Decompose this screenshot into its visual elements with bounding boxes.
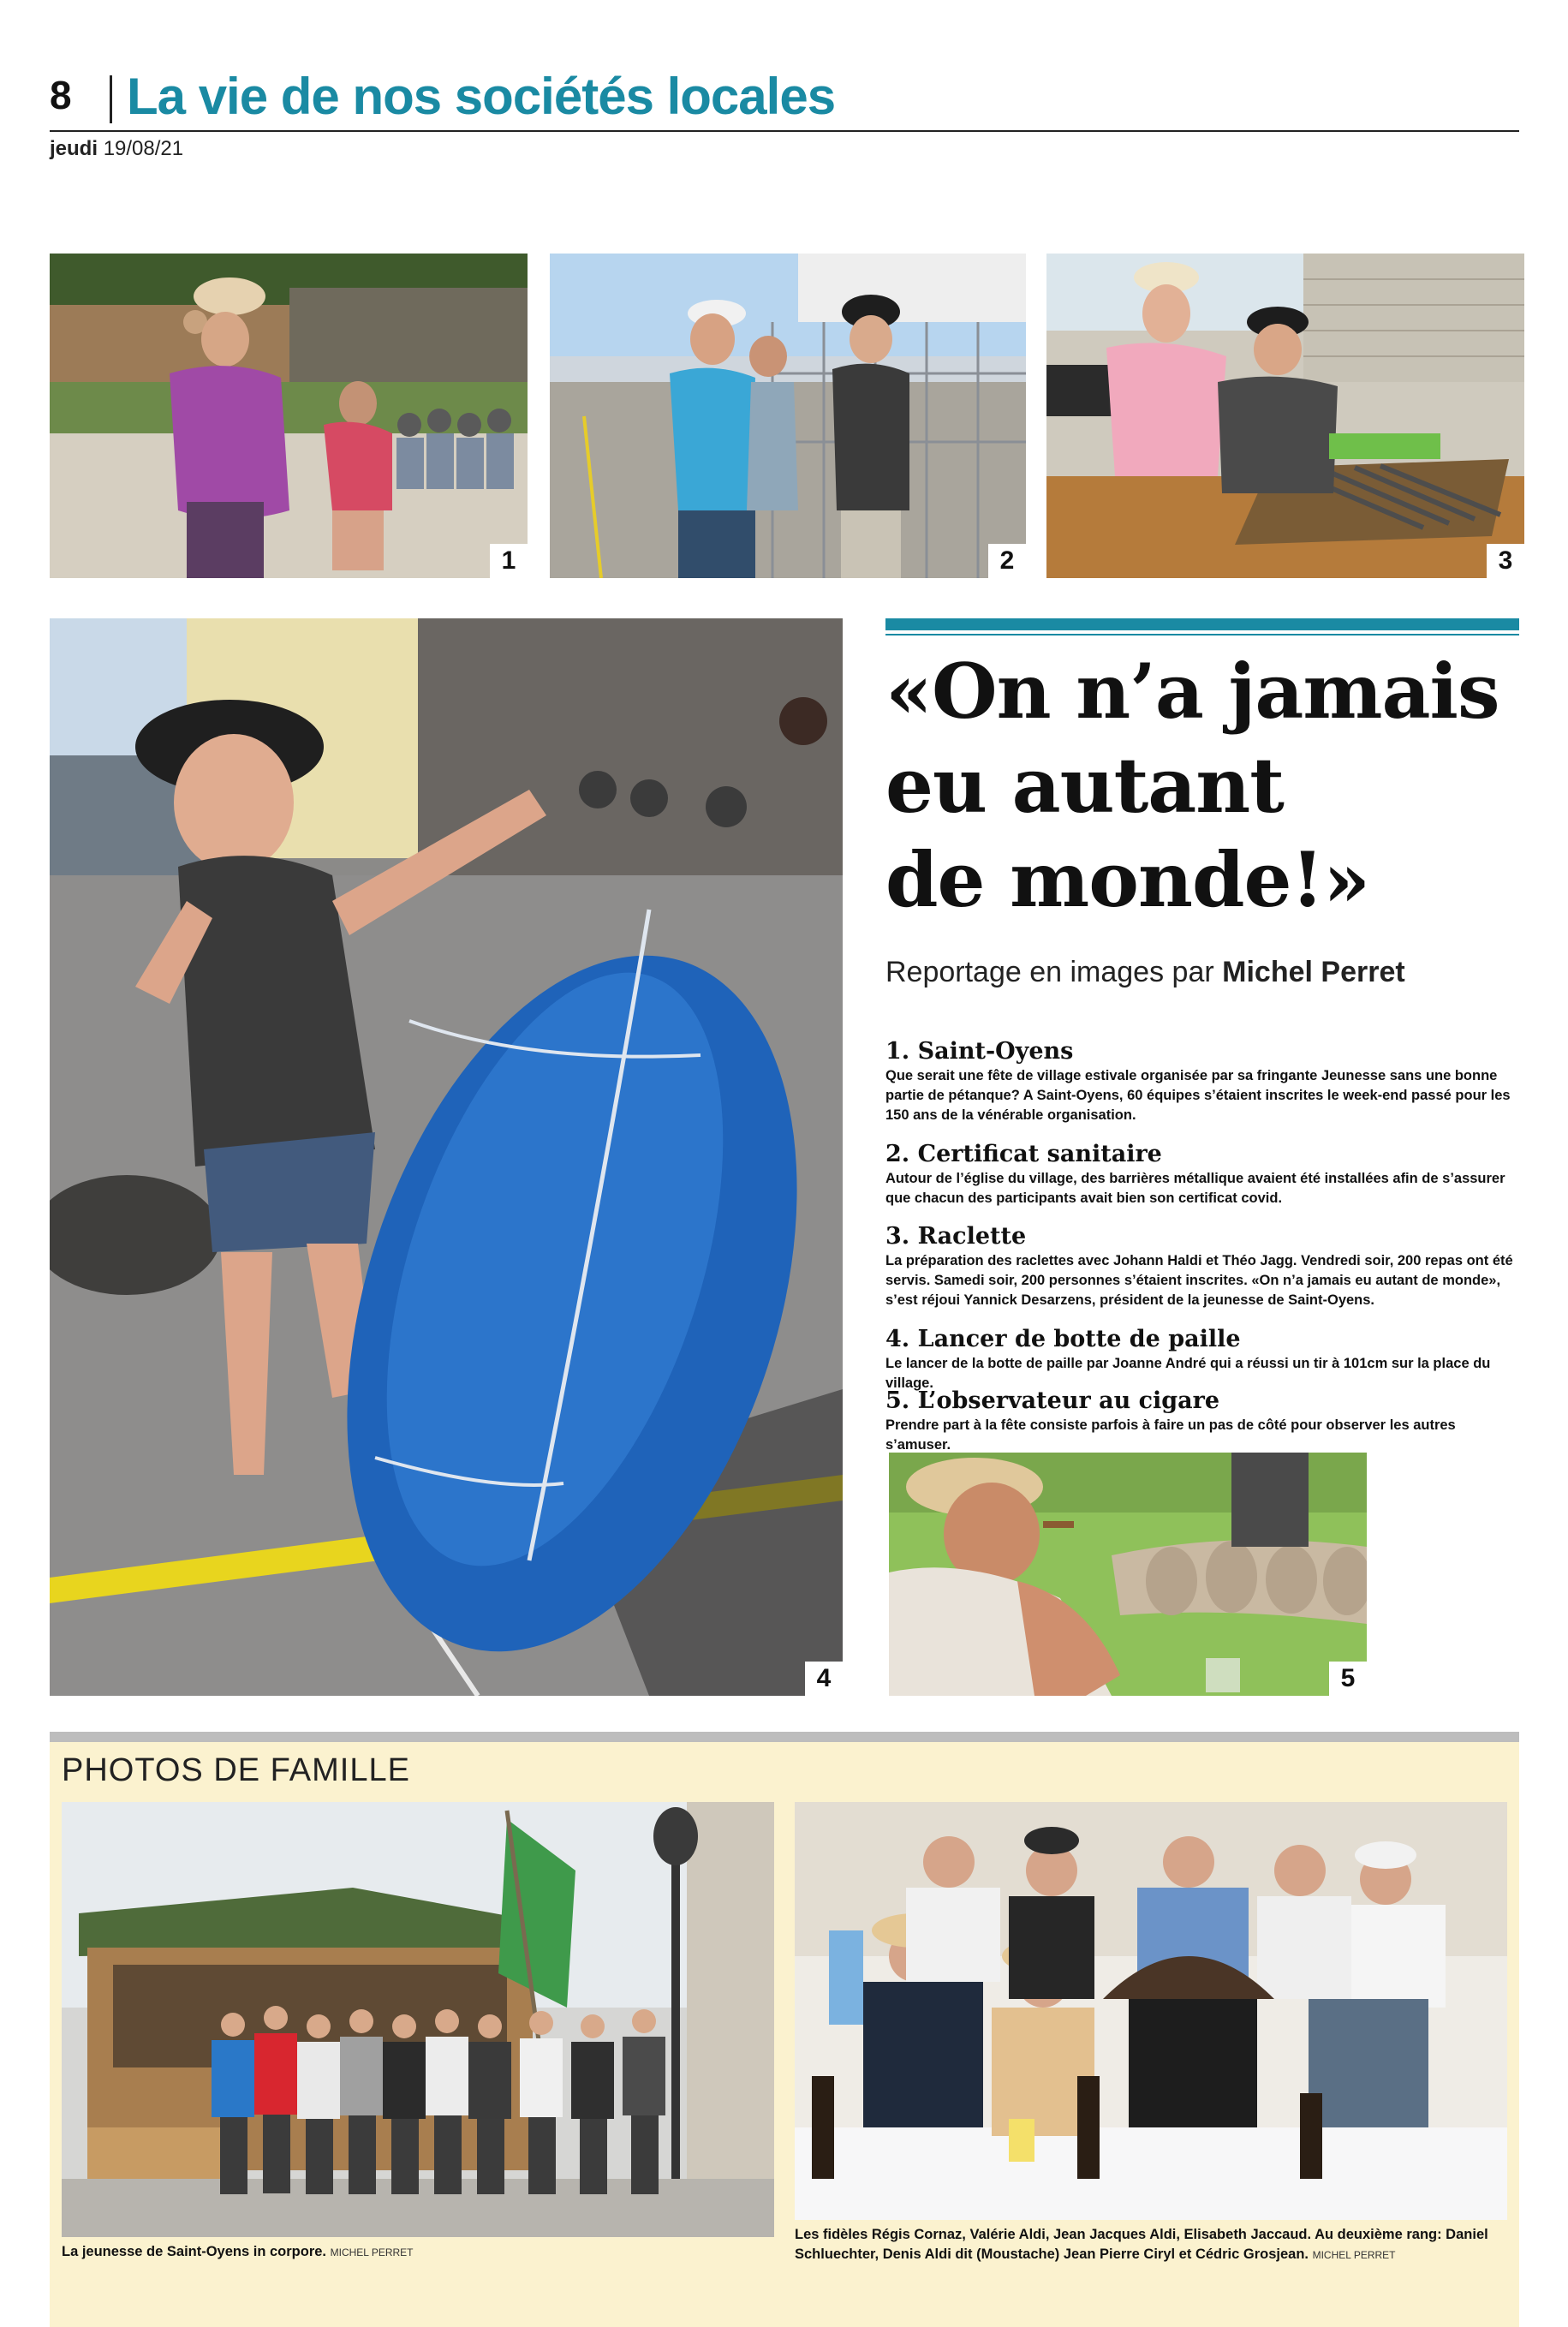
item-3-text: La préparation des raclettes avec Johann Haldi et Théo Jagg. Vendredi soir, 200 repas ont été servis. Samedi soir, 200 personnes s’étaient inscrites. «On n’a jamais eu autant de monde», s’est réjoui Yannick Desarzens, président de la jeunesse de Saint-Oyens.	[885, 1253, 1513, 1308]
photo-3-number: 3	[1487, 544, 1524, 578]
article-byline	[885, 956, 1405, 989]
article-headline	[885, 644, 1519, 927]
article-item-4	[885, 1326, 1523, 1393]
header-rule	[50, 130, 1519, 132]
article-item-3	[885, 1223, 1523, 1310]
item-5-text: Prendre part à la fête consiste parfois à faire un pas de côté pour observer les autres s’amuser.	[885, 1417, 1456, 1453]
family-right-credit: MICHEL PERRET	[1312, 2249, 1396, 2261]
item-2-text: Autour de l’église du village, des barrières métallique avaient été installées afin de s’assurer que chacun des participants avait bien son certificat covid.	[885, 1171, 1505, 1206]
family-photo-left-image	[62, 1802, 774, 2237]
article-top-bar	[885, 618, 1519, 630]
photo-3-image	[1046, 254, 1524, 578]
photo-2-certificat	[550, 254, 1026, 578]
byline-prefix: Reportage en images par	[885, 956, 1214, 988]
family-right-caption-text: Les fidèles Régis Cornaz, Valérie Aldi, Jean Jacques Aldi, Elisabeth Jaccaud. Au deuxième rang: Daniel Schluechter, Denis Aldi dit (Moustache) Jean Pierre Ciryl et Cédric Grosjean.	[795, 2227, 1488, 2262]
date-value: 19/08/21	[103, 137, 184, 160]
date-day: jeudi	[50, 137, 98, 160]
photo-2-image	[550, 254, 1026, 578]
photo-4-lancer-botte	[50, 618, 843, 1696]
headline-line-3: de monde!»	[885, 835, 1370, 924]
item-5-title: 5. L’observateur au cigare	[885, 1387, 1220, 1414]
photo-2-number: 2	[988, 544, 1026, 578]
family-right-caption	[795, 2225, 1507, 2265]
headline-line-1: «On n’a jamais	[885, 647, 1499, 736]
family-photo-right-image	[795, 1802, 1507, 2220]
family-photo-right	[795, 1802, 1507, 2220]
item-1-title: 1. Saint-Oyens	[885, 1038, 1074, 1065]
family-left-caption	[62, 2242, 774, 2263]
family-left-credit: MICHEL PERRET	[330, 2246, 414, 2258]
article-item-1	[885, 1038, 1523, 1125]
photo-1-image	[50, 254, 528, 578]
photo-5-image	[889, 1453, 1367, 1696]
article-item-2	[885, 1141, 1523, 1208]
family-top-bar	[50, 1732, 1519, 1742]
header-separator	[110, 75, 112, 123]
article-top-rule	[885, 634, 1519, 635]
item-1-text: Que serait une fête de village estivale organisée par sa fringante Jeunesse sans une bonne partie de pétanque? A Saint-Oyens, 60 équipes s’étaient inscrites le week-end passé pour les 150 ans de la vénérable organisation.	[885, 1068, 1511, 1123]
issue-date	[50, 137, 183, 161]
photo-5-number: 5	[1329, 1662, 1367, 1696]
page-number: 8	[50, 73, 72, 117]
item-3-title: 3. Raclette	[885, 1223, 1027, 1250]
photo-3-raclette	[1046, 254, 1524, 578]
photo-4-image	[50, 618, 843, 1696]
item-4-title: 4. Lancer de botte de paille	[885, 1326, 1241, 1352]
photo-4-number: 4	[805, 1662, 843, 1696]
item-4-text: Le lancer de la botte de paille par Joanne André qui a réussi un tir à 101cm sur la place du village.	[885, 1356, 1491, 1391]
section-title: La vie de nos sociétés locales	[127, 68, 836, 125]
family-photo-left	[62, 1802, 774, 2237]
photo-1-petanque	[50, 254, 528, 578]
family-left-caption-text: La jeunesse de Saint-Oyens in corpore.	[62, 2244, 327, 2259]
headline-line-2: eu autant	[885, 741, 1284, 830]
article-item-5	[885, 1387, 1523, 1455]
photo-1-number: 1	[490, 544, 528, 578]
item-2-title: 2. Certificat sanitaire	[885, 1141, 1162, 1167]
photo-5-cigare	[889, 1453, 1367, 1696]
family-section-title: PHOTOS DE FAMILLE	[62, 1752, 410, 1788]
byline-author: Michel Perret	[1222, 956, 1405, 988]
